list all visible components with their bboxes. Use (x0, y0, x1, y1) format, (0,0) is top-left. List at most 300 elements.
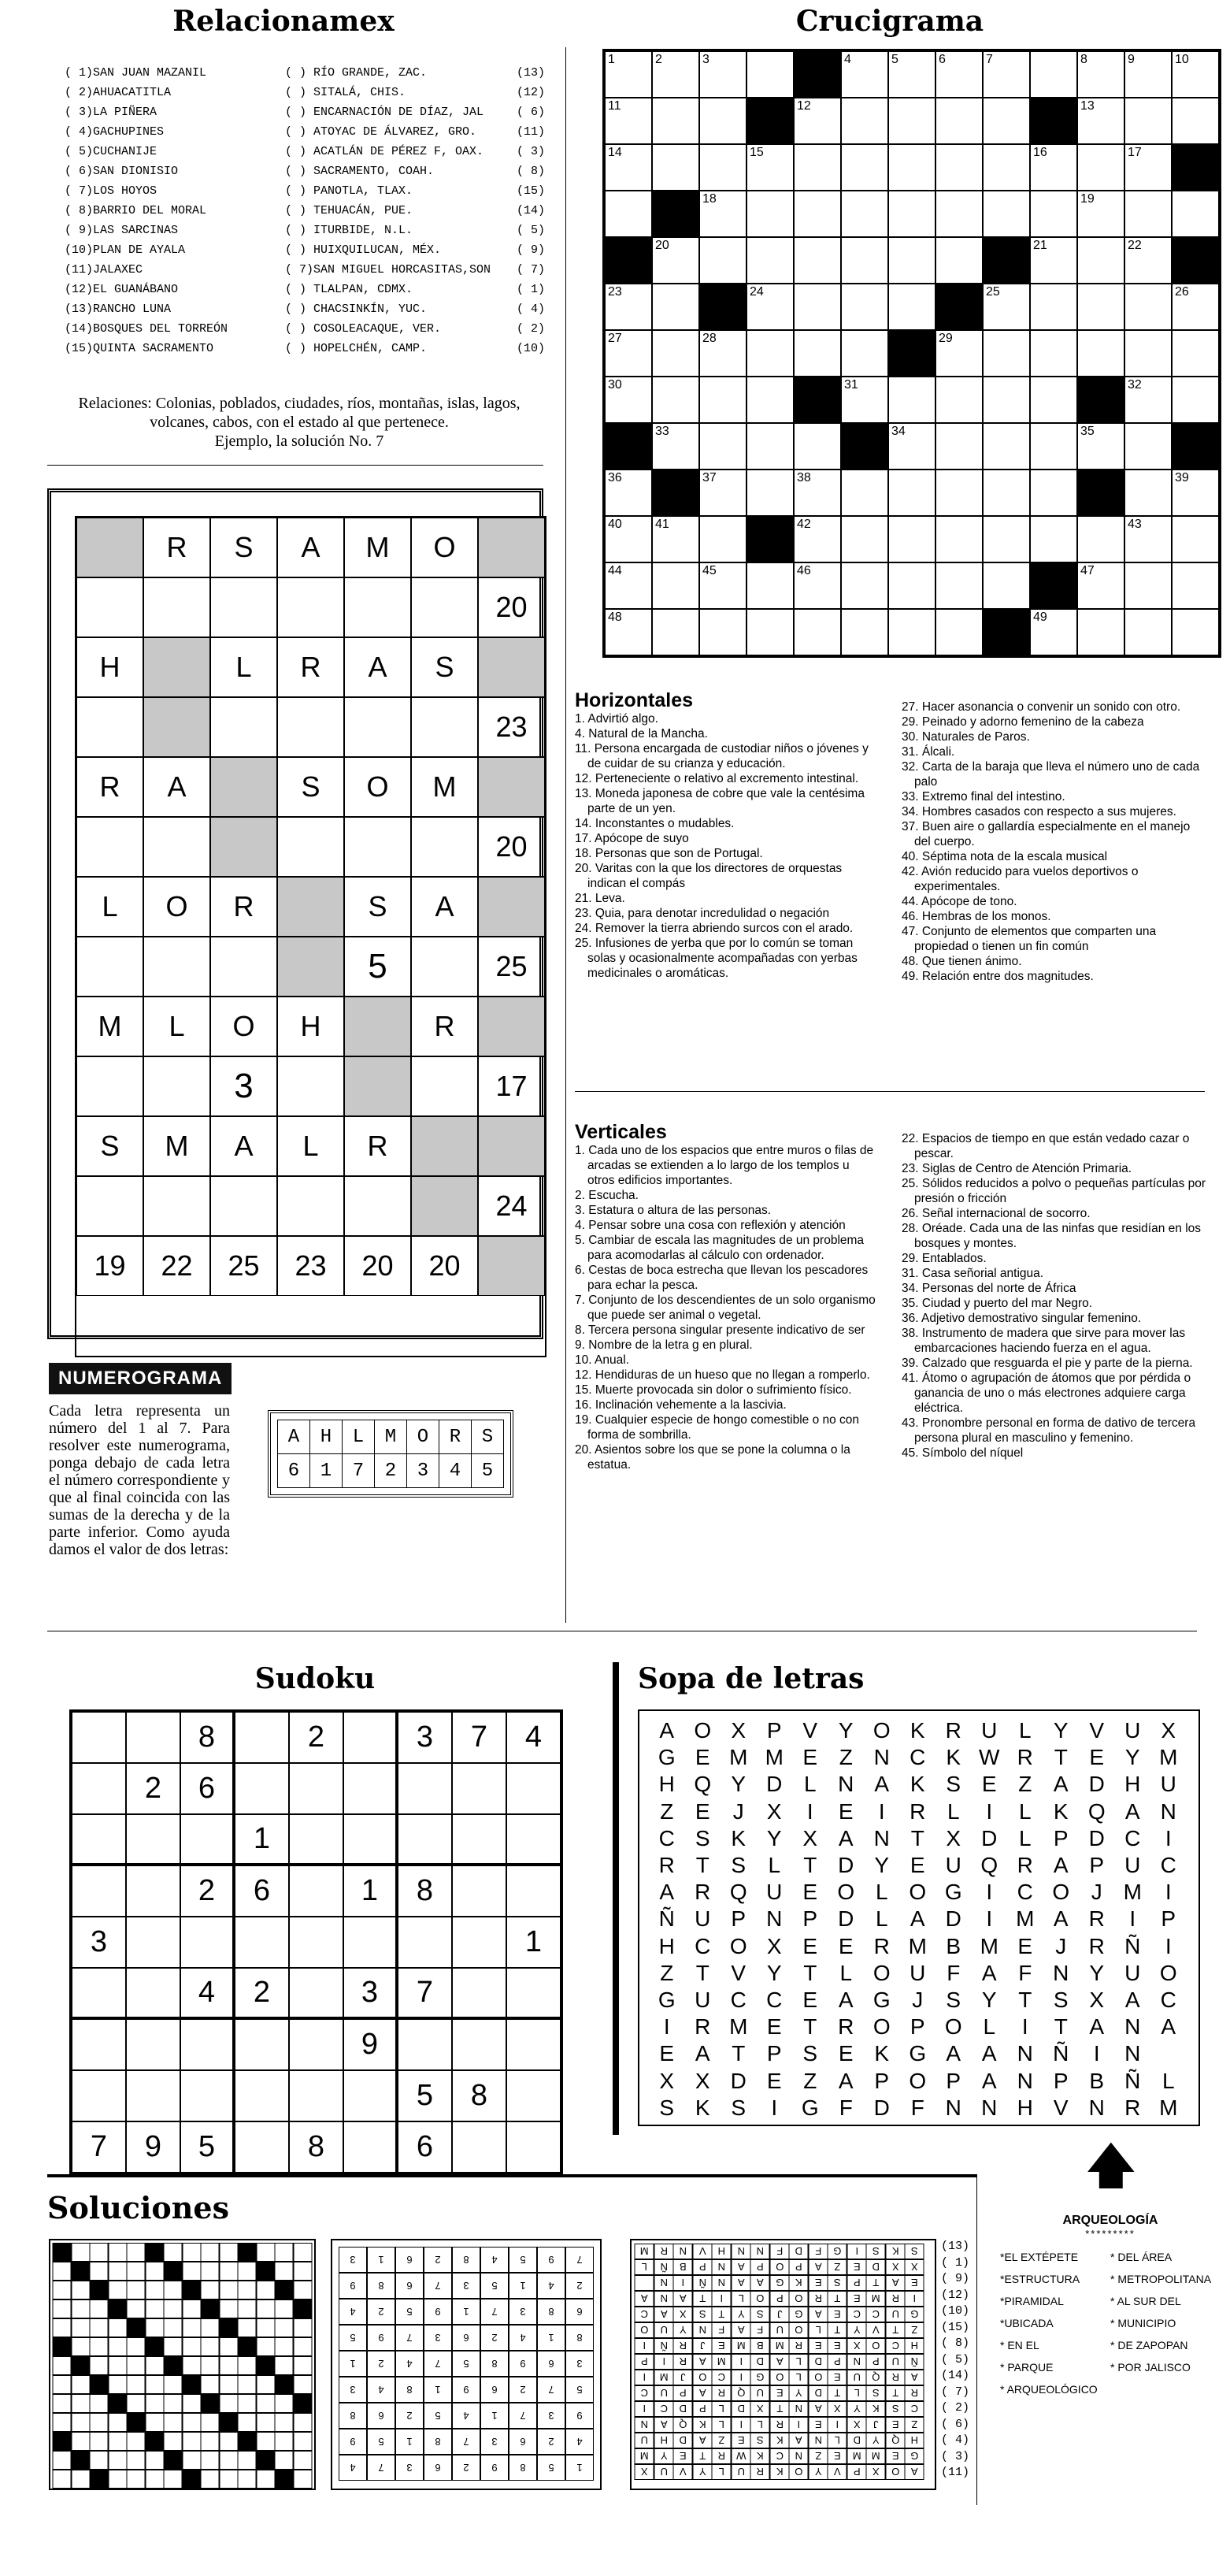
crossword-cell (983, 516, 1030, 562)
numerograma-cell: O (210, 997, 277, 1056)
solution-sudoku-cell: 6 (367, 2403, 395, 2429)
crossword-cell (652, 237, 699, 284)
solution-numerograma-cell (164, 2243, 183, 2262)
word-search-letter: U (945, 1853, 961, 1878)
crossword-cell (699, 51, 747, 98)
solution-numerograma-cell (201, 2375, 220, 2394)
crossword-block (747, 516, 794, 562)
crossword-cell (605, 330, 652, 377)
crossword-cell-number: 46 (797, 564, 811, 577)
solution-sopa-letter: D (673, 2433, 693, 2448)
word-search-letter: K (695, 2095, 710, 2120)
word-search-letter: Y (874, 1853, 890, 1878)
numerograma-cell (344, 817, 411, 877)
word-search-letter: A (838, 2068, 854, 2093)
numerograma-cell: O (143, 877, 210, 937)
crossword-cell (888, 562, 935, 609)
solution-sopa-letter: E (828, 2338, 847, 2354)
crossword-cell (1172, 51, 1219, 98)
crossword-cell-number: 18 (702, 192, 717, 206)
word-search-letter: G (801, 2095, 819, 2120)
word-search-letter: G (658, 1745, 676, 1770)
crossword-cell (1124, 423, 1172, 470)
sudoku-cell: 3 (343, 1968, 398, 2019)
solution-numerograma-cell (201, 2413, 220, 2432)
word-search-letter: A (1124, 1798, 1140, 1824)
crossword-cell-number: 14 (608, 146, 622, 159)
solution-relacionamex-number: ( 8) (941, 2337, 970, 2350)
crossword-block (1077, 470, 1124, 516)
relacionamex-list (65, 63, 545, 358)
crossword-cell (1030, 609, 1077, 655)
verticales-clue: 19. Cualquier especie de hongo comestible o no con forma de sombrilla. (575, 1413, 860, 1442)
solution-sopa-letter: U (732, 2464, 751, 2480)
solution-numerograma-cell (146, 2413, 165, 2432)
numerograma-cell (210, 937, 277, 997)
crossword-cell (888, 284, 935, 330)
numerograma-cell: 24 (478, 1176, 545, 1236)
solution-numerograma-cell (127, 2318, 146, 2337)
word-search-letter: A (659, 1880, 675, 1905)
crossword-cell (652, 284, 699, 330)
numerograma-cell (143, 1056, 210, 1116)
solution-sudoku-cell: 7 (565, 2247, 594, 2273)
crossword-cell (699, 377, 747, 423)
solution-numerograma-cell (220, 2470, 239, 2489)
solution-numerograma-cell (109, 2394, 128, 2413)
horizontales-clue: 34. Hombres casados con respecto a sus mujeres. (902, 805, 1176, 818)
solution-sopa-letter: N (693, 2322, 713, 2338)
word-search-letter: K (946, 1745, 961, 1770)
solution-sopa-letter: D (789, 2244, 809, 2259)
solution-numerograma-cell (257, 2243, 276, 2262)
solution-sopa-letter: U (654, 2385, 674, 2401)
solution-numerograma-cell (257, 2470, 276, 2489)
solution-sudoku-cell: 7 (424, 2273, 452, 2299)
crossword-block (1172, 423, 1219, 470)
word-search-letter: G (909, 2041, 927, 2066)
solution-sudoku-cell: 5 (424, 2403, 452, 2429)
solution-sopa-letter: I (712, 2291, 732, 2307)
solution-numerograma-cell (146, 2356, 165, 2375)
crossword-cell (652, 98, 699, 144)
sudoku-cell (235, 2019, 289, 2070)
solution-sudoku-cell: 2 (424, 2247, 452, 2273)
word-list-item: *UBICADA (1000, 2317, 1054, 2329)
solution-sopa-letter: I (732, 2417, 751, 2433)
crossword-cell (1172, 470, 1219, 516)
solution-sopa-letter: A (809, 2307, 828, 2322)
sudoku-cell (398, 1917, 452, 1968)
sudoku-cell: 2 (235, 1968, 289, 2019)
solution-sopa-letter: O (770, 2370, 790, 2385)
solution-numerograma-cell (294, 2394, 313, 2413)
crossword-cell (652, 423, 699, 470)
solution-numerograma-cell (294, 2262, 313, 2281)
relacionamex-place: ( 7)LOS HOYOS (65, 184, 157, 198)
solution-relacionamex-number: (13) (941, 2240, 970, 2253)
solution-sopa-letter: I (635, 2370, 654, 2385)
crossword-cell-number: 30 (608, 378, 622, 392)
relacionamex-example: Ejemplo, la solución No. 7 (214, 432, 384, 450)
solution-sopa-letter: C (654, 2401, 674, 2417)
solution-numerograma-cell (275, 2432, 294, 2451)
word-search-letter: I (1165, 1880, 1172, 1905)
solution-sopa-letter: Q (886, 2433, 906, 2448)
solution-sudoku-cell: 1 (424, 2377, 452, 2403)
crossword-cell (1172, 330, 1219, 377)
numerograma-cell (344, 697, 411, 757)
numerograma-cell (277, 1176, 344, 1236)
sudoku-grid (69, 1709, 563, 2175)
solution-sudoku-cell: 6 (537, 2351, 565, 2377)
solution-sopa-letter: I (789, 2417, 809, 2433)
word-list-item: * PARQUE (1000, 2361, 1054, 2374)
solution-numerograma-cell (220, 2451, 239, 2470)
solution-numerograma-cell (72, 2318, 91, 2337)
word-search-letter: A (1161, 2014, 1176, 2040)
solution-numerograma-cell (53, 2451, 72, 2470)
sudoku-cell (289, 2019, 343, 2070)
word-search-letter: L (947, 1798, 960, 1824)
solution-numerograma-cell (275, 2470, 294, 2489)
crossword-cell-number: 19 (1080, 192, 1095, 206)
key-number: 2 (375, 1454, 407, 1488)
solution-sopa-letter: P (673, 2385, 693, 2401)
verticales-clue: 22. Espacios de tiempo en que están vedado cazar o pescar. (902, 1132, 1190, 1160)
numerograma-cell (143, 937, 210, 997)
key-numbers-row (278, 1454, 504, 1488)
word-search-letter: U (1124, 1960, 1141, 1985)
crossword-cell (794, 98, 841, 144)
numerograma-cell: M (143, 1116, 210, 1176)
solution-sudoku-cell: 7 (424, 2351, 452, 2377)
solution-numerograma-cell (109, 2262, 128, 2281)
solution-sudoku-cell: 1 (452, 2299, 480, 2325)
crossword-cell (983, 98, 1030, 144)
solution-sudoku-cell: 3 (537, 2403, 565, 2429)
solution-numerograma-cell (72, 2394, 91, 2413)
numerograma-cell: M (411, 757, 478, 817)
solution-sudoku-cell: 4 (339, 2455, 367, 2481)
crossword-cell (983, 284, 1030, 330)
solution-sopa-letter: G (905, 2307, 924, 2322)
crossword-cell (794, 284, 841, 330)
solution-numerograma-cell (294, 2299, 313, 2318)
crossword-block (1030, 562, 1077, 609)
solution-sopa-letter: A (789, 2433, 809, 2448)
numerograma-cell (210, 757, 277, 817)
solution-sudoku-cell: 9 (339, 2273, 367, 2299)
verticales-clue: 45. Símbolo del níquel (902, 1446, 1024, 1460)
solution-sopa-letter: V (673, 2464, 693, 2480)
crossword-cell (794, 191, 841, 237)
solution-numerograma-cell (164, 2262, 183, 2281)
word-search-letter: Ñ (1124, 2068, 1141, 2093)
relacionamex-location: ( ) RÍO GRANDE, ZAC. (285, 66, 428, 80)
numerograma-cell: A (210, 1116, 277, 1176)
sudoku-cell (452, 1917, 506, 1968)
word-search-letter: R (838, 2014, 854, 2040)
solution-sopa-letter: L (789, 2354, 809, 2370)
word-search-letter: I (1129, 1906, 1136, 1932)
word-search-letter: Z (1018, 1772, 1032, 1797)
verticales-clue: 38. Instrumento de madera que sirve para mover las embarcaciones haciendo fuerza en el agua. (902, 1327, 1186, 1355)
sudoku-cell (506, 2121, 561, 2173)
solution-numerograma-cell (257, 2299, 276, 2318)
word-search-letter: E (1089, 1745, 1105, 1770)
crossword-cell (1030, 144, 1077, 191)
word-search-letter: O (1159, 1960, 1177, 1985)
solution-numerograma-cell (90, 2318, 109, 2337)
sudoku-cell (506, 2070, 561, 2121)
solution-numerograma-cell (127, 2413, 146, 2432)
solution-sopa-letter: O (770, 2259, 790, 2275)
word-search-frame (638, 1709, 1200, 2126)
solution-sopa-letter: I (732, 2354, 751, 2370)
word-search-letter: K (910, 1772, 925, 1797)
word-search-letter: C (1017, 1880, 1033, 1905)
solution-numerograma-cell (201, 2432, 220, 2451)
solution-sudoku-cell: 8 (509, 2455, 537, 2481)
word-search-letter: Y (838, 1718, 854, 1743)
solution-sopa-letter: A (732, 2259, 751, 2275)
crossword-cell (1077, 51, 1124, 98)
solution-sudoku-cell: 7 (452, 2429, 480, 2455)
crossword-cell (1030, 284, 1077, 330)
numerograma-cell (277, 697, 344, 757)
solution-numerograma-cell (164, 2318, 183, 2337)
solution-sopa-letter: G (828, 2244, 847, 2259)
solution-numerograma-cell (201, 2470, 220, 2489)
solution-sudoku-cell: 3 (339, 2247, 367, 2273)
relacionamex-place: (10)PLAN DE AYALA (65, 243, 186, 257)
solution-sudoku-cell: 1 (480, 2403, 509, 2429)
relacionamex-place: ( 4)GACHUPINES (65, 125, 165, 139)
solution-numerograma-cell (90, 2470, 109, 2489)
crossword-cell (605, 284, 652, 330)
horizontales-col1 (575, 689, 870, 981)
numerograma-cell (277, 877, 344, 937)
crossword-cell (747, 51, 794, 98)
solution-numerograma-cell (146, 2451, 165, 2470)
numerograma-cell: 20 (411, 1236, 478, 1296)
numerograma-cell: 20 (344, 1236, 411, 1296)
key-number: 6 (278, 1454, 310, 1488)
word-search-letter: E (1017, 1933, 1033, 1958)
numerograma-cell: H (76, 637, 143, 697)
solution-sudoku-cell: 4 (339, 2299, 367, 2325)
word-search-letter: D (730, 2068, 747, 2093)
solution-numerograma-cell (90, 2413, 109, 2432)
word-search-grid (649, 1717, 1187, 2121)
relacionamex-number: ( 2) (516, 322, 545, 336)
crossword-cell (888, 237, 935, 284)
verticales-clue: 20. Asientos sobre los que se pone la columna o la estatua. (575, 1443, 850, 1472)
crossword-cell (1077, 191, 1124, 237)
word-list-item: *ESTRUCTURA (1000, 2273, 1080, 2285)
solution-numerograma-cell (183, 2318, 202, 2337)
solution-sopa-letter: E (732, 2433, 751, 2448)
word-search-letter: Q (1087, 1798, 1106, 1824)
solution-sopa-letter: A (635, 2291, 654, 2307)
word-search-letter: P (946, 2068, 961, 2093)
solution-sopa-letter: P (847, 2275, 867, 2291)
sudoku-cell (180, 2019, 235, 2070)
sudoku-cell: 5 (180, 2121, 235, 2173)
crossword-block (888, 330, 935, 377)
sudoku-cell: 8 (180, 1712, 235, 1763)
word-search-letter: X (1161, 1718, 1176, 1743)
crossword-cell (1124, 377, 1172, 423)
word-search-letter: R (658, 1853, 675, 1878)
numerograma-cell: 25 (478, 937, 545, 997)
numerograma-key (268, 1410, 513, 1498)
crossword-cell (605, 98, 652, 144)
solution-sopa-letter: V (693, 2244, 713, 2259)
word-search-letter: U (1160, 1772, 1176, 1797)
solution-sudoku-cell: 1 (537, 2325, 565, 2351)
crossword-cell-number: 35 (1080, 425, 1095, 438)
relacionamex-location: ( ) TLALPAN, CDMX. (285, 283, 413, 296)
crossword-cell (841, 237, 888, 284)
word-search-letter: Q (729, 1880, 747, 1905)
relacionamex-location: ( ) TEHUACÁN, PUE. (285, 204, 413, 217)
word-search-letter: M (1016, 1906, 1035, 1932)
solution-relacionamex-number: (12) (941, 2288, 970, 2302)
crossword-block (747, 98, 794, 144)
solution-sopa-letter: C (847, 2307, 867, 2322)
solution-sopa-letter: I (847, 2244, 867, 2259)
relacionamex-row (65, 181, 545, 201)
numerograma-cell (478, 757, 545, 817)
crossword-cell-number: 26 (1175, 285, 1189, 299)
sudoku-cell (452, 1814, 506, 1865)
word-list-item: * METROPOLITANA (1110, 2273, 1212, 2285)
solution-numerograma-cell (109, 2318, 128, 2337)
solution-sopa-letter: L (789, 2370, 809, 2385)
word-search-letter: X (731, 1718, 747, 1743)
solution-sopa-letter: A (732, 2275, 751, 2291)
crossword-cell (1030, 470, 1077, 516)
solution-sopa-letter: Y (789, 2385, 809, 2401)
crossword-cell (794, 144, 841, 191)
solution-numerograma-cell (238, 2432, 257, 2451)
word-search-letter: X (695, 2068, 710, 2093)
sudoku-cell (180, 1814, 235, 1865)
crossword-cell-number: 15 (750, 146, 764, 159)
solution-numerograma-cell (146, 2243, 165, 2262)
solution-numerograma-cell (275, 2375, 294, 2394)
horizontales-clue: 14. Inconstantes o mudables. (575, 817, 735, 830)
word-search-letter: A (1124, 1987, 1140, 2012)
solution-numerograma-cell (146, 2262, 165, 2281)
solution-sopa-letter: H (712, 2244, 732, 2259)
solution-numerograma-cell (201, 2356, 220, 2375)
word-search-letter: I (1165, 1825, 1172, 1850)
solution-sopa-letter: R (905, 2385, 924, 2401)
word-search-letter: N (981, 2095, 998, 2120)
solution-numerograma-cell (127, 2281, 146, 2299)
numerograma-cell (210, 697, 277, 757)
solution-sopa-letter: T (693, 2448, 713, 2464)
word-search-letter: S (659, 2095, 675, 2120)
word-search-letter: A (981, 2068, 997, 2093)
solution-sopa-letter: W (732, 2448, 751, 2464)
sudoku-cell: 8 (289, 2121, 343, 2173)
solution-sopa-letter: C (635, 2385, 654, 2401)
crossword-cell (699, 98, 747, 144)
word-search-letter: D (873, 2095, 890, 2120)
solution-numerograma-cell (257, 2451, 276, 2470)
crossword-cell-number: 23 (608, 285, 622, 299)
word-search-letter: P (1089, 1853, 1105, 1878)
solution-sopa-letter: E (712, 2338, 732, 2354)
solution-sudoku-cell: 8 (480, 2351, 509, 2377)
numerograma-cell: 23 (478, 697, 545, 757)
solution-sopa-letter: A (732, 2322, 751, 2338)
word-search-letter: L (1018, 1798, 1032, 1824)
solution-numerograma-cell (183, 2432, 202, 2451)
relacionamex-number: ( 8) (516, 165, 545, 178)
crossword-cell (652, 609, 699, 655)
solution-sopa-letter: Q (732, 2385, 751, 2401)
word-search-letter: E (695, 1798, 710, 1824)
solution-numerograma-cell (72, 2281, 91, 2299)
horizontales-title: Horizontales (575, 689, 694, 711)
numerograma-cell: 20 (478, 577, 545, 637)
crossword-cell-number: 16 (1033, 146, 1047, 159)
crossword-cell (794, 423, 841, 470)
crossword-cell-number: 49 (1033, 611, 1047, 624)
crossword-cell (699, 191, 747, 237)
solution-sopa-letter: R (886, 2370, 906, 2385)
solution-sopa-letter: E (905, 2275, 924, 2291)
solution-sopa-letter: R (673, 2338, 693, 2354)
crossword-cell-number: 17 (1128, 146, 1142, 159)
relacionamex-title: Relacionamex (172, 5, 395, 38)
solution-numerograma-cell (238, 2337, 257, 2356)
word-search-letter: R (910, 1798, 926, 1824)
sudoku-cell (398, 1814, 452, 1865)
solution-numerograma-cell (127, 2356, 146, 2375)
word-search-letter: Ñ (1124, 1933, 1141, 1958)
crossword-cell (1124, 516, 1172, 562)
solution-numerograma-cell (238, 2299, 257, 2318)
solution-sudoku-cell: 3 (565, 2351, 594, 2377)
word-search-letter: N (766, 1906, 783, 1932)
sudoku-cell (235, 2121, 289, 2173)
word-search-letter: A (1089, 2014, 1105, 2040)
sudoku-sopa-divider (613, 1662, 619, 2135)
solution-sudoku-cell: 7 (395, 2325, 424, 2351)
numerograma-cell (277, 817, 344, 877)
solution-sudoku-cell: 6 (565, 2299, 594, 2325)
relacionamex-number: (11) (516, 125, 545, 139)
word-search-letter: D (766, 1772, 783, 1797)
word-search-letter: X (766, 1933, 782, 1958)
solution-sopa-letter: N (750, 2244, 770, 2259)
crossword-cell (935, 237, 983, 284)
crossword-cell (983, 191, 1030, 237)
solution-numerograma-cell (257, 2356, 276, 2375)
word-search-letter: M (765, 1745, 784, 1770)
word-search-letter: M (1123, 1880, 1142, 1905)
crossword-block (605, 237, 652, 284)
word-search-letter: D (1088, 1772, 1105, 1797)
solution-numerograma-cell (183, 2413, 202, 2432)
solution-numerograma-cell (127, 2375, 146, 2394)
